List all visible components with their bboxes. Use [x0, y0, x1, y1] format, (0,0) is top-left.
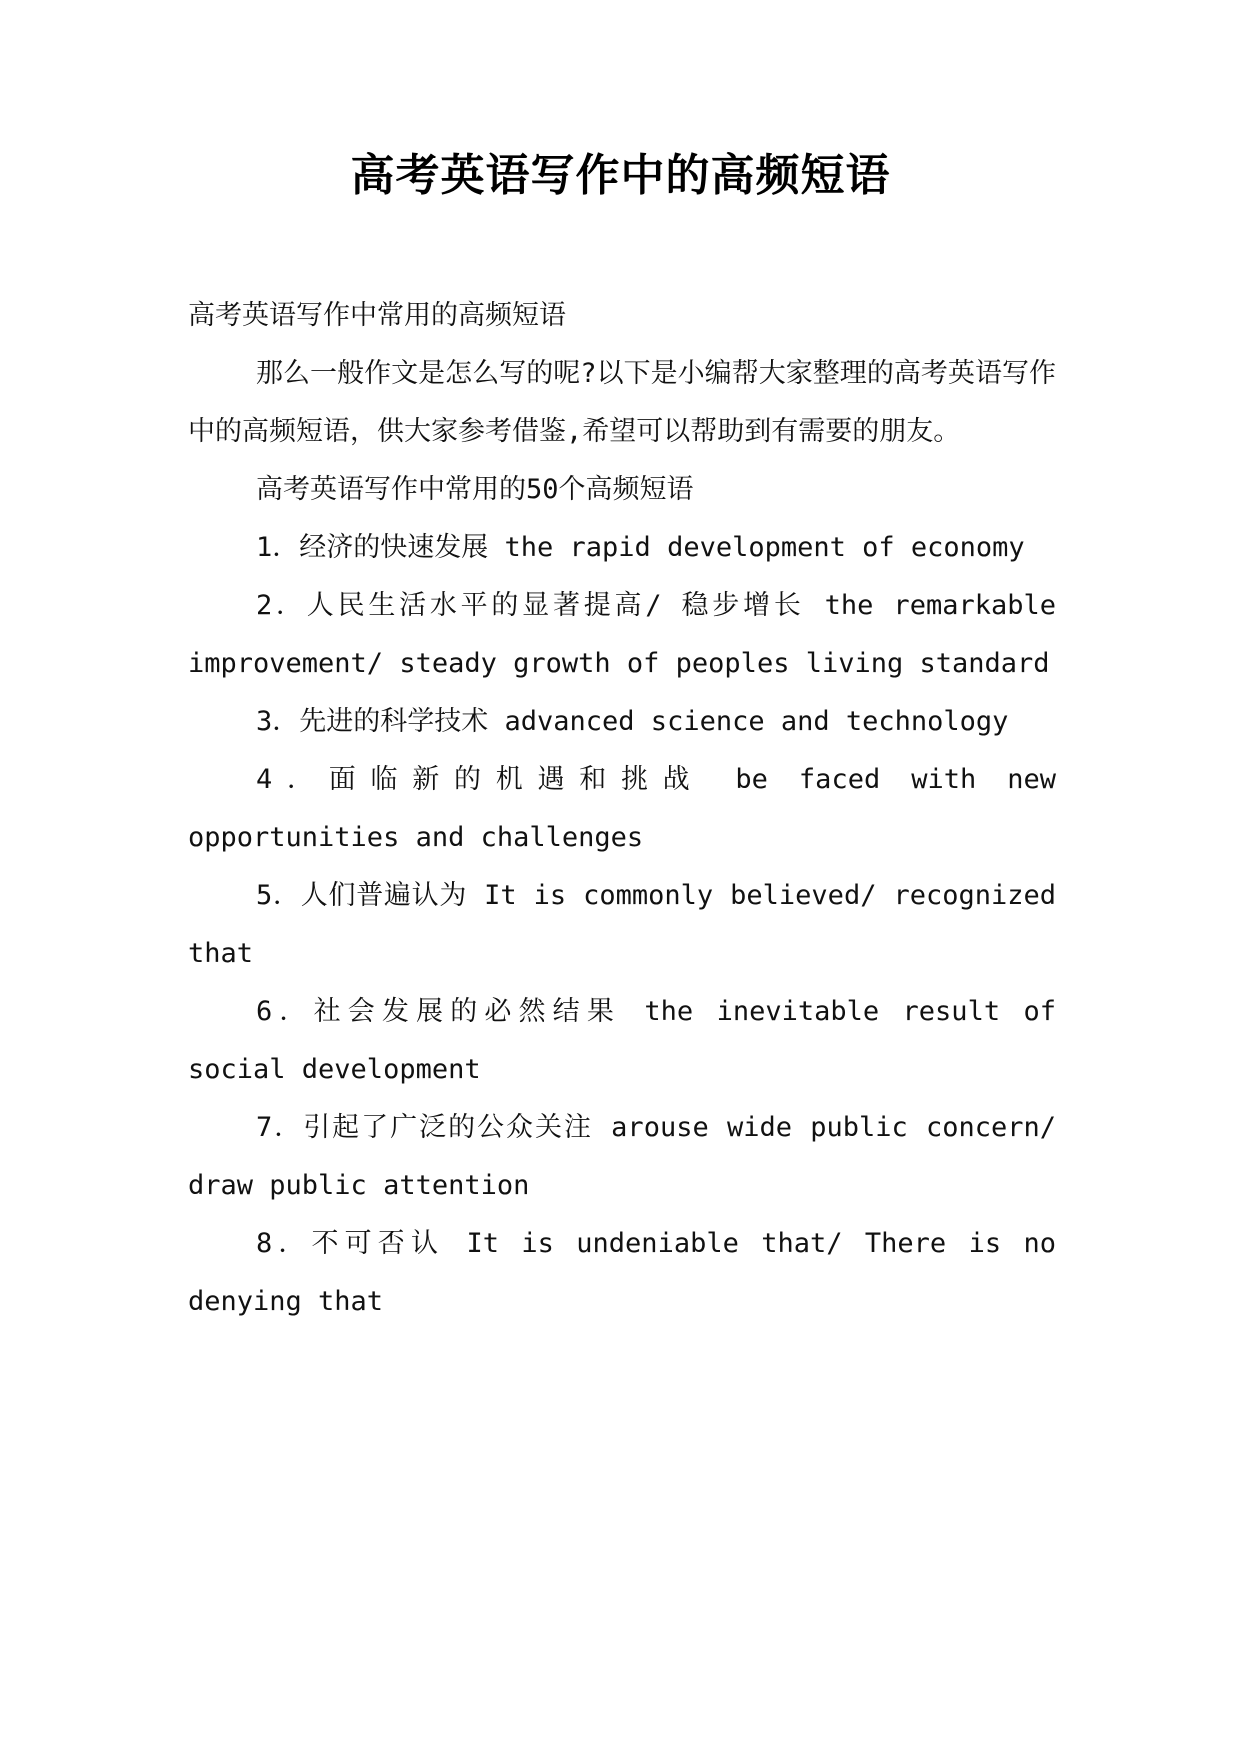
list-item: 1．经济的快速发展 the rapid development of economy [256, 532, 1025, 563]
subtitle-line: 高考英语写作中常用的高频短语 [188, 300, 566, 331]
list-item: 5．人们普遍认为 It is commonly believed/ recognized that [188, 880, 1056, 969]
document-body [188, 287, 1056, 1331]
intro-paragraph: 那么一般作文是怎么写的呢?以下是小编帮大家整理的高考英语写作中的高频短语，供大家参考借鉴,希望可以帮助到有需要的朋友。 [188, 358, 1056, 447]
list-item: 8．不可否认 It is undeniable that/ There is no denying that [188, 1228, 1056, 1317]
list-item: 4．面临新的机遇和挑战 be faced with new opportunities and challenges [188, 764, 1056, 853]
list-heading: 高考英语写作中常用的50个高频短语 [256, 474, 694, 505]
list-item: 2．人民生活水平的显著提高/ 稳步增长 the remarkable improvement/ steady growth of peoples living standard [188, 590, 1056, 679]
list-item: 6．社会发展的必然结果 the inevitable result of social development [188, 996, 1056, 1085]
list-item: 7．引起了广泛的公众关注 arouse wide public concern/ draw public attention [188, 1112, 1056, 1201]
list-item: 3．先进的科学技术 advanced science and technology [256, 706, 1009, 737]
document-title: 高考英语写作中的高频短语 [350, 150, 891, 201]
